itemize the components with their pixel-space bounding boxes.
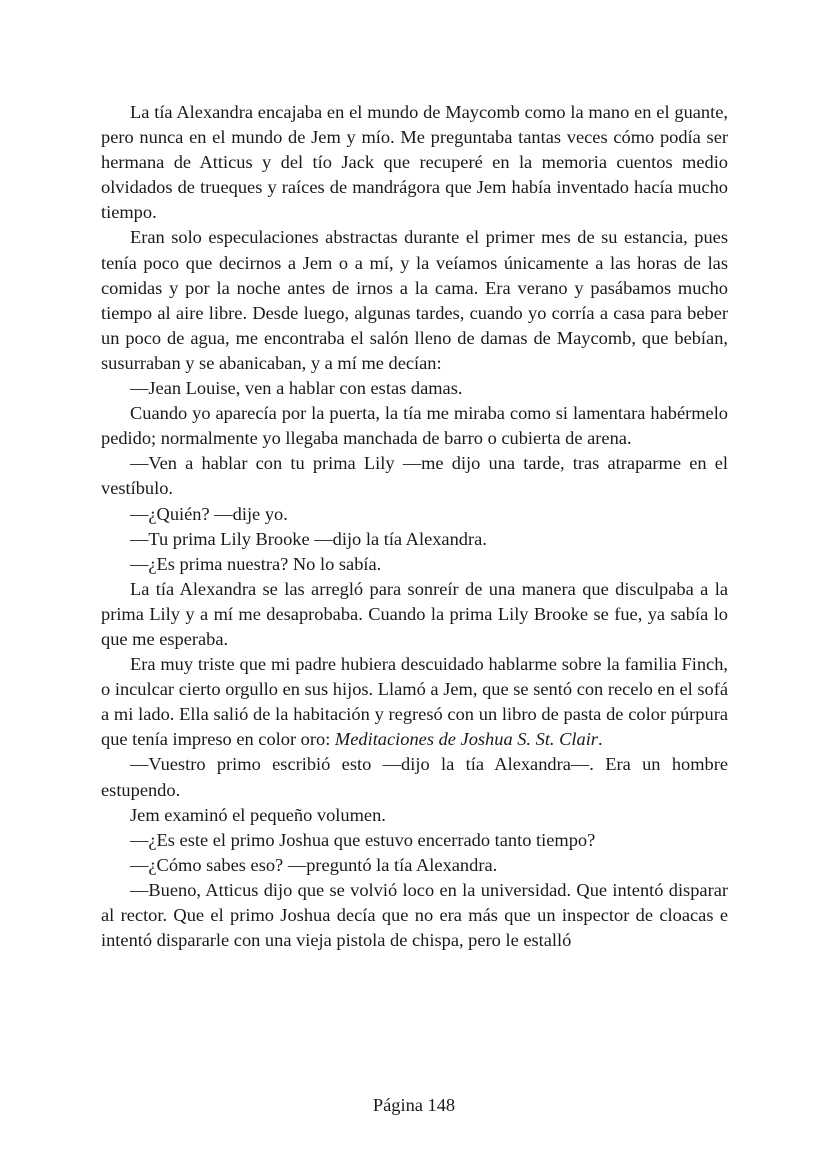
paragraph: —Tu prima Lily Brooke —dijo la tía Alexandra. <box>130 528 487 549</box>
paragraph <box>101 652 728 752</box>
page-body <box>101 100 728 953</box>
paragraph: —¿Cómo sabes eso? —preguntó la tía Alexandra. <box>130 854 498 875</box>
paragraph: Jem examinó el pequeño volumen. <box>130 804 386 825</box>
book-title: Meditaciones de Joshua S. St. Clair <box>334 729 598 750</box>
page-number: Página 148 <box>372 1095 456 1115</box>
paragraph: La tía Alexandra se las arregló para sonreír de una manera que disculpaba a la prima Lily y a mí me desaprobaba. Cuando la prima Lily Brooke se fue, ya sabía lo que me esperaba. <box>101 578 728 649</box>
paragraph: —Bueno, Atticus dijo que se volvió loco en la universidad. Que intentó disparar al rector. Que el primo Joshua decía que no era más que un inspector de cloacas e intentó dispararle con una vieja pistola de chispa, pero le estalló <box>101 879 728 951</box>
paragraph: Eran solo especulaciones abstractas durante el primer mes de su estancia, pues tenía poco que decirnos a Jem o a mí, y la veíamos únicamente a las horas de las comidas y por la noche antes de irnos a la cama. Era verano y pasábamos mucho tiempo al aire libre. Desde luego, algunas tardes, cuando yo corría a casa para beber un poco de agua, me encontraba el salón lleno de damas de Maycomb, que bebían, susurraban y se abanicaban, y a mí me decían: <box>101 227 728 373</box>
paragraph: Cuando yo aparecía por la puerta, la tía me miraba como si lamentara habérmelo pedido; normalmente yo llegaba manchada de barro o cubierta de arena. <box>101 403 728 449</box>
paragraph: —¿Es este el primo Joshua que estuvo encerrado tanto tiempo? <box>130 829 596 850</box>
paragraph: —Ven a hablar con tu prima Lily —me dijo una tarde, tras atraparme en el vestíbulo. <box>101 453 728 499</box>
paragraph-text-end: . <box>597 729 603 750</box>
paragraph-text: Era muy triste que mi padre hubiera descuidado hablarme sobre la familia Finch, o inculcar cierto orgullo en sus hijos. Llamó a Jem, que se sentó con recelo en el sofá a mi lado. Ella salió de la habitación y regresó con un libro de pasta de color púrpura que tenía impreso en color oro: <box>101 654 728 750</box>
paragraph: —¿Es prima nuestra? No lo sabía. <box>130 553 382 574</box>
paragraph: —Jean Louise, ven a hablar con estas damas. <box>130 378 463 399</box>
paragraph: —¿Quién? —dije yo. <box>130 503 288 524</box>
paragraph: La tía Alexandra encajaba en el mundo de Maycomb como la mano en el guante, pero nunca en el mundo de Jem y mío. Me preguntaba tantas veces cómo podía ser hermana de Atticus y del tío Jack que recuperé en la memoria cuentos medio olvidados de trueques y raíces de mandrágora que Jem había inventado hacía mucho tiempo. <box>101 102 728 223</box>
paragraph: —Vuestro primo escribió esto —dijo la tía Alexandra—. Era un hombre estupendo. <box>101 754 728 800</box>
